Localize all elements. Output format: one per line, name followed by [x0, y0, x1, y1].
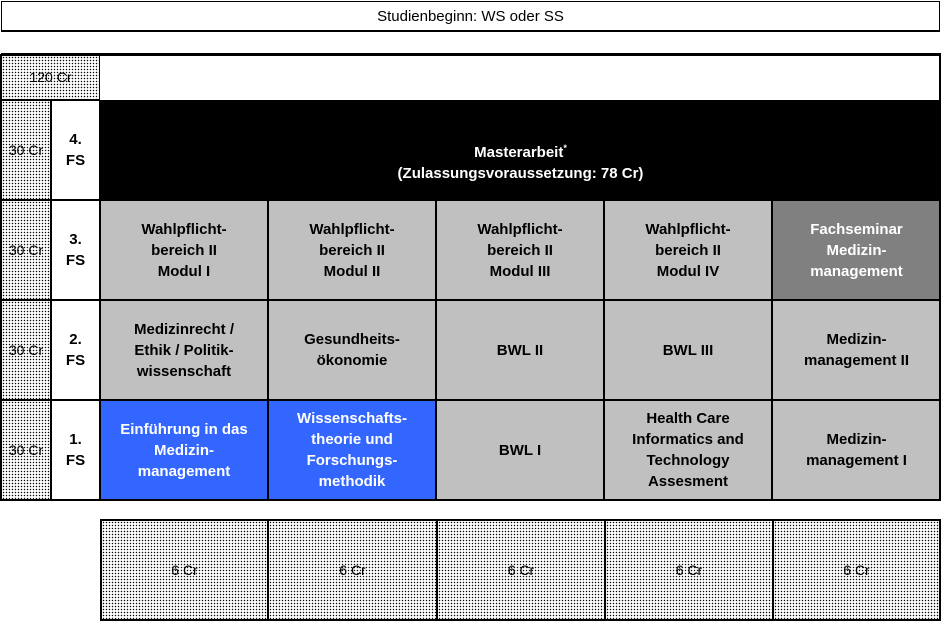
module-s2-5: Medizin- management II: [772, 300, 941, 400]
semester-2-credits: 30 Cr: [1, 300, 51, 400]
semester-4-credits: 30 Cr: [1, 100, 51, 200]
module-s2-1: Medizinrecht / Ethik / Politik- wissenschaft: [100, 300, 268, 400]
semester-1-credits: 30 Cr: [1, 400, 51, 500]
semester-2-label: 2. FS: [51, 300, 100, 400]
total-credits-spacer: [100, 55, 941, 100]
module-s3-4: Wahlpflicht- bereich II Modul IV: [604, 200, 772, 300]
module-s2-4: BWL III: [604, 300, 772, 400]
semester-1-label: 1. FS: [51, 400, 100, 500]
module-s3-3: Wahlpflicht- bereich II Modul III: [436, 200, 604, 300]
semester-4-label: 4. FS: [51, 100, 100, 200]
module-credit-3: 6 Cr: [436, 519, 606, 621]
module-credit-2: 6 Cr: [267, 519, 438, 621]
module-s1-2: Wissenschafts- theorie und Forschungs- methodik: [268, 400, 436, 500]
module-s1-3: BWL I: [436, 400, 604, 500]
study-start-text: Studienbeginn: WS oder SS: [377, 7, 564, 25]
masterarbeit-marker: *: [563, 142, 567, 153]
module-credit-1: 6 Cr: [100, 519, 269, 621]
module-credit-4: 6 Cr: [604, 519, 774, 621]
masterarbeit-cell: [100, 100, 941, 200]
module-credit-5: 6 Cr: [772, 519, 941, 621]
total-credits-cell: [1, 55, 100, 100]
module-s1-1: Einführung in das Medizin- management: [100, 400, 268, 500]
module-s1-5: Medizin- management I: [772, 400, 941, 500]
total-credits-label: 120 Cr: [29, 69, 72, 85]
module-s2-3: BWL II: [436, 300, 604, 400]
masterarbeit-subtitle: (Zulassungsvoraussetzung: 78 Cr): [397, 164, 644, 182]
module-s3-5: Fachseminar Medizin- management: [772, 200, 941, 300]
module-s3-2: Wahlpflicht- bereich II Modul II: [268, 200, 436, 300]
masterarbeit-title: Masterarbeit: [474, 143, 564, 161]
semester-3-credits: 30 Cr: [1, 200, 51, 300]
module-s3-1: Wahlpflicht- bereich II Modul I: [100, 200, 268, 300]
masterarbeit-title-line: [474, 117, 567, 163]
module-s1-4: Health Care Informatics and Technology Assesment: [604, 400, 772, 500]
study-start-header: [1, 1, 940, 32]
module-s2-2: Gesundheits- ökonomie: [268, 300, 436, 400]
semester-3-label: 3. FS: [51, 200, 100, 300]
